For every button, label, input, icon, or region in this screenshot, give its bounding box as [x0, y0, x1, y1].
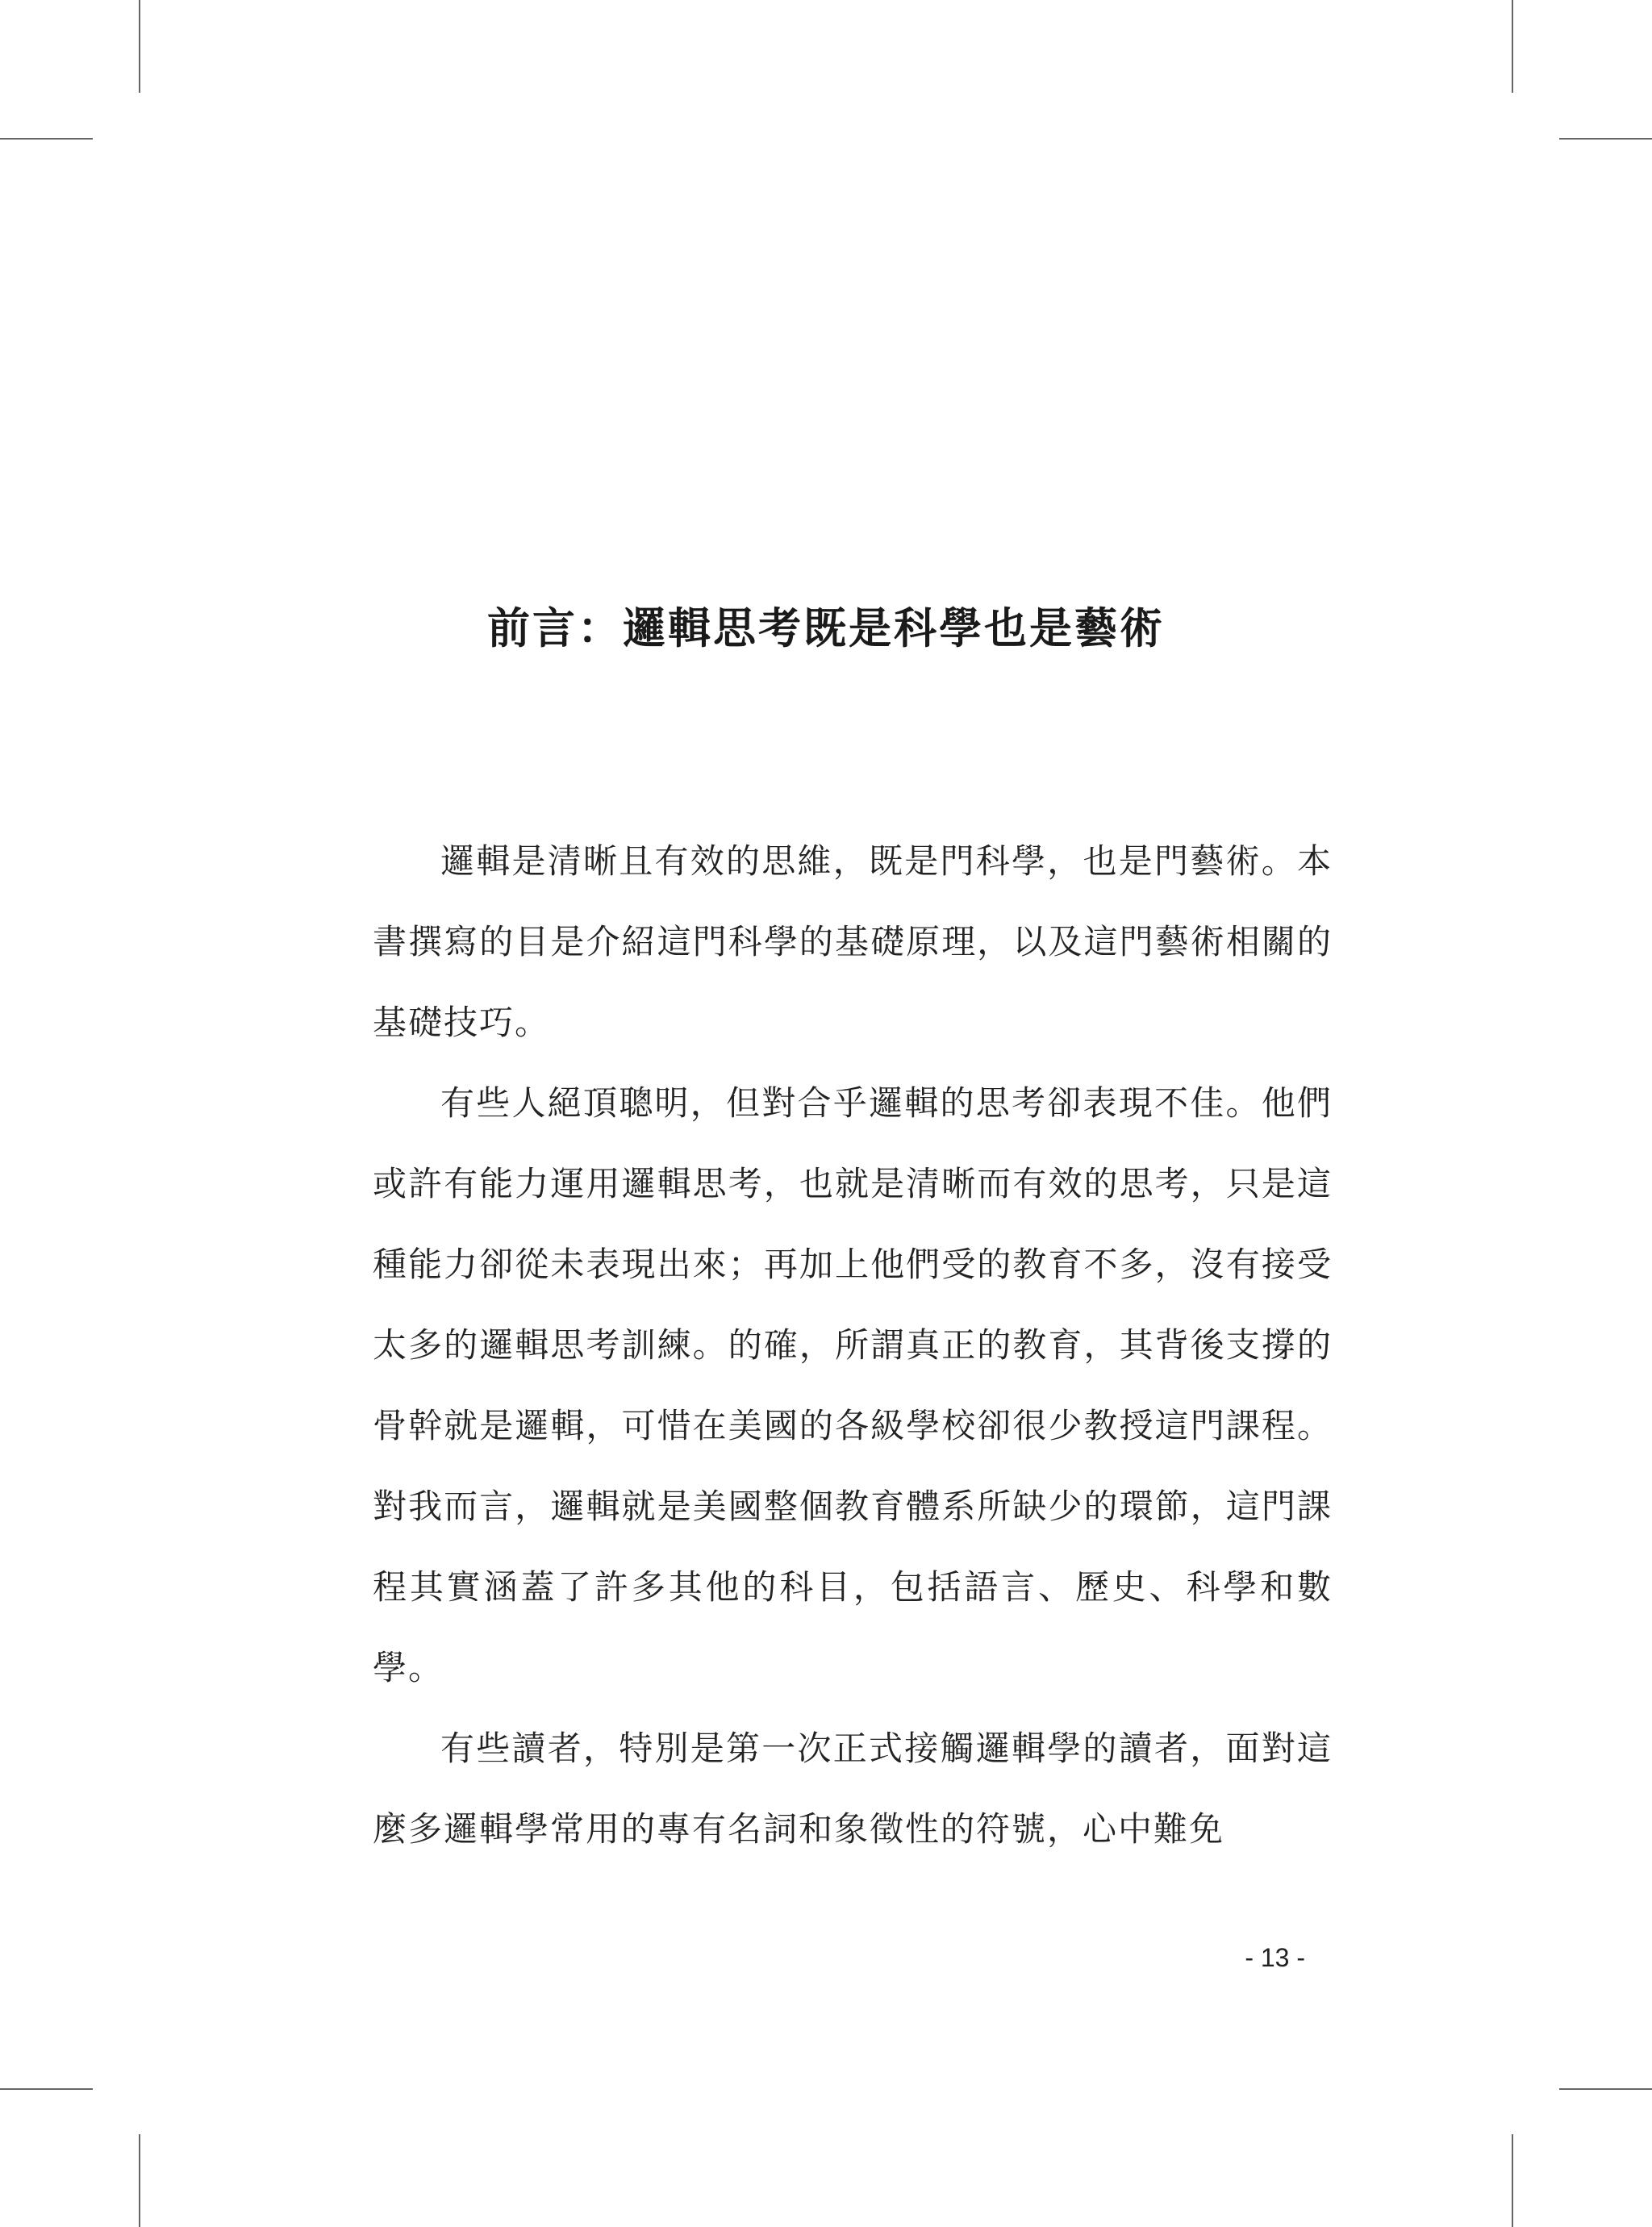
crop-mark-top-left-horizontal [0, 138, 93, 140]
paragraph-3: 有些讀者，特別是第一次正式接觸邏輯學的讀者，面對這麼多邏輯學常用的專有名詞和象徵性的符號，心中難免 [373, 1729, 1333, 1849]
page-number: - 13 - [1245, 1943, 1305, 1972]
crop-mark-bottom-left-horizontal [0, 2088, 93, 2090]
page-title: 前言：邏輯思考既是科學也是藝術 [487, 604, 1165, 653]
body-text [373, 821, 1333, 1870]
crop-mark-bottom-right-vertical [1512, 2134, 1513, 2227]
crop-mark-bottom-left-vertical [139, 2134, 140, 2227]
paragraph-1: 邏輯是清晰且有效的思維，既是門科學，也是門藝術。本書撰寫的目是介紹這門科學的基礎原理，以及這門藝術相關的基礎技巧。 [373, 841, 1333, 1042]
crop-mark-top-left-vertical [139, 0, 140, 93]
crop-mark-top-right-horizontal [1559, 138, 1652, 140]
paragraph-2: 有些人絕頂聰明，但對合乎邏輯的思考卻表現不佳。他們或許有能力運用邏輯思考，也就是清晰而有效的思考，只是這種能力卻從未表現出來；再加上他們受的教育不多，沒有接受太多的邏輯思考訓練。的確，所謂真正的教育，其背後支撐的骨幹就是邏輯，可惜在美國的各級學校卻很少教授這門課程。對我而言，邏輯就是美國整個教育體系所缺少的環節，這門課程其實涵蓋了許多其他的科目，包括語言、歷史、科學和數學。 [373, 1083, 1333, 1687]
crop-mark-bottom-right-horizontal [1559, 2088, 1652, 2090]
crop-mark-top-right-vertical [1512, 0, 1513, 93]
